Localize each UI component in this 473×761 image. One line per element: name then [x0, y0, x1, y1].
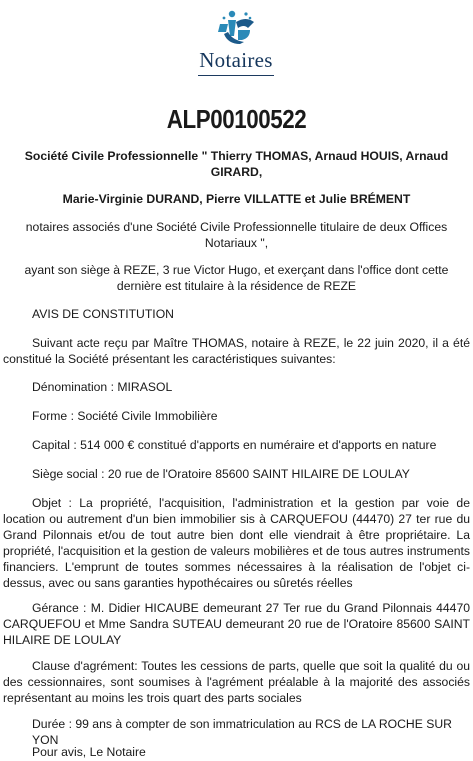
intro-paragraph: Suivant acte reçu par Maître THOMAS, notaire à REZE, le 22 juin 2020, il a été constitué la Société présentant les caractéristiques suivantes:: [3, 336, 470, 366]
firm-description: notaires associés d'une Société Civile Professionnelle titulaire de deux Offices Notariaux ",: [25, 220, 448, 250]
objet-paragraph: Objet : La propriété, l'acquisition, l'administration et la gestion par voie de location ou autrement d'un bien immobilier sis à CARQUEFOU (44470) 27 ter rue du Grand Pilonnais et/ou de tout autre bien dont elle viendrait à être propriétaire. La propriété, l'acquisition et la gestion de valeurs mobilières et de tous autres instruments financiers. L'emprunt de toutes sommes nécessaires à la réalisation de l'objet ci-dessus, avec ou sans garanties hypothécaires ou sûretés réelles: [3, 496, 470, 590]
capital-line: Capital : 514 000 € constitué d'apports en numéraire et d'apports en nature: [32, 438, 437, 452]
notice-heading: AVIS DE CONSTITUTION: [32, 307, 174, 321]
notaires-emblem-icon: [188, 6, 284, 50]
denomination-line: Dénomination : MIRASOL: [32, 380, 173, 394]
logo-wordmark: Notaires: [199, 48, 273, 72]
logo-divider: [198, 75, 274, 76]
firm-names-line1: Société Civile Professionnelle " Thierry THOMAS, Arnaud HOUIS, Arnaud GIRARD,: [24, 149, 449, 179]
closing-line: Pour avis, Le Notaire: [32, 745, 146, 759]
firm-names-line2: Marie-Virginie DURAND, Pierre VILLATTE et Julie BRÉMENT: [62, 192, 411, 206]
clause-paragraph: Clause d'agrément: Toutes les cessions de parts, quelle que soit la qualité du ou des cessionnaires, sont soumises à l'agrément préalable à la majorité des associés représentant au moins les trois quart des parts sociales: [3, 659, 470, 705]
firm-seat: ayant son siège à REZE, 3 rue Victor Hugo, et exerçant dans l'office dont cette dernière est titulaire à la résidence de REZE: [24, 263, 449, 293]
gerance-paragraph: Gérance : M. Didier HICAUBE demeurant 27 Ter rue du Grand Pilonnais 44470 CARQUEFOU et Mme Sandra SUTEAU demeurant 20 rue de l'Oratoire 85600 SAINT HILAIRE DE LOULAY: [3, 601, 470, 647]
reference-number: ALP00100522: [166, 104, 307, 134]
siege-line: Siège social : 20 rue de l'Oratoire 85600 SAINT HILAIRE DE LOULAY: [32, 467, 410, 481]
duree-line: Durée : 99 ans à compter de son immatriculation au RCS de LA ROCHE SUR YON: [32, 717, 452, 747]
forme-line: Forme : Société Civile Immobilière: [32, 409, 218, 423]
notaires-logo: [188, 6, 284, 88]
